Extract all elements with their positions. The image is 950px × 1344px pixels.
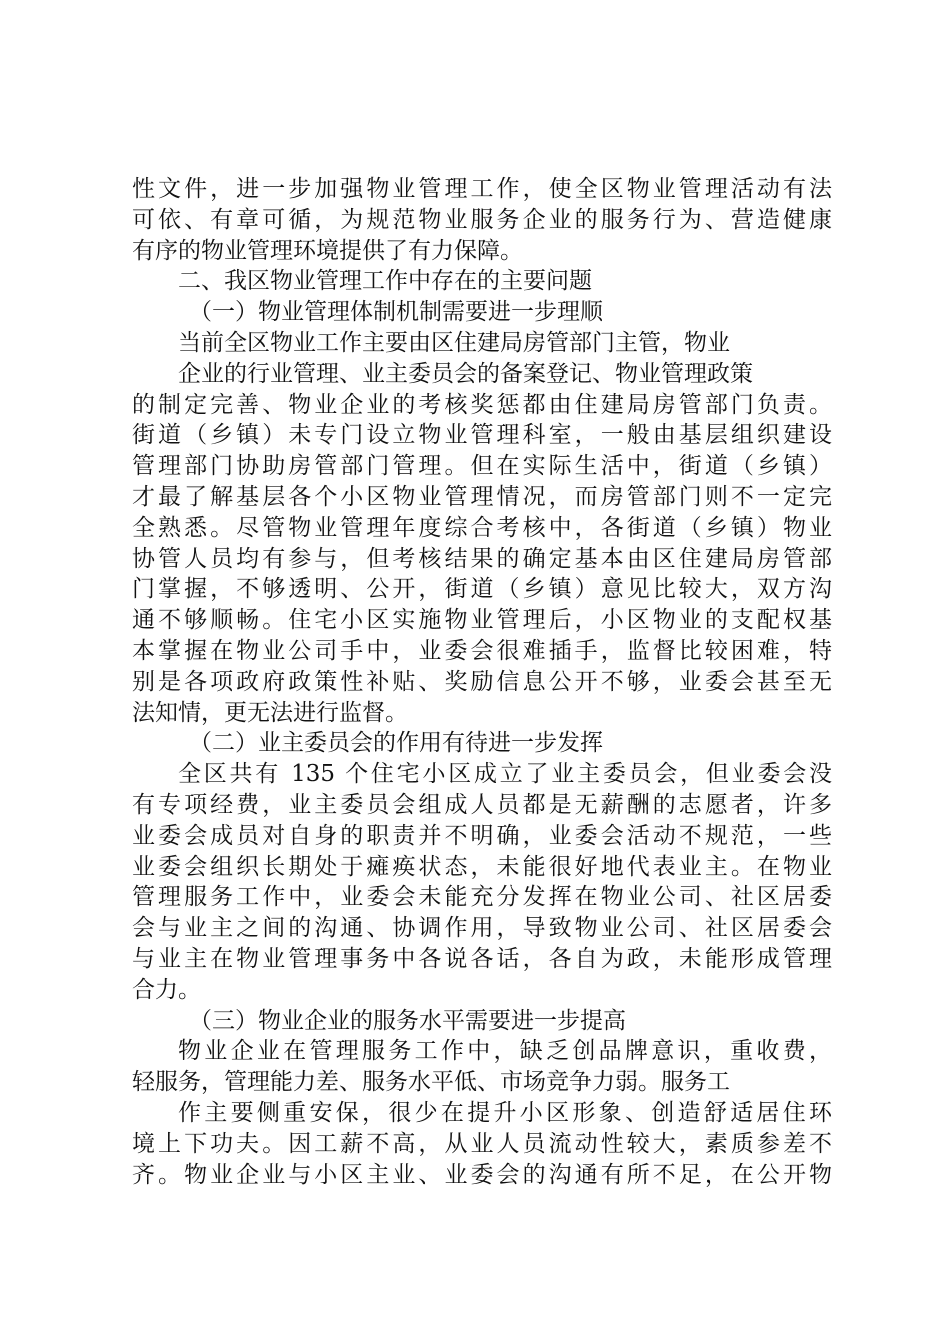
text-line: 当前全区物业工作主要由区住建局房管部门主管，物业 <box>178 329 730 356</box>
text-line: 有序的物业管理环境提供了有力保障。 <box>132 237 523 264</box>
text-line: 轻服务，管理能力差、服务水平低、市场竞争力弱。服务工 <box>132 1069 730 1096</box>
text-line: 管理部门协助房管部门管理。但在实际生活中，街道（乡镇） <box>132 453 832 480</box>
text-line: 业委会成员对自身的职责并不明确，业委会活动不规范，一些 <box>132 822 832 849</box>
text-line: 管理服务工作中，业委会未能充分发挥在物业公司、社区居委 <box>132 884 832 911</box>
document-body <box>132 174 832 1190</box>
text-line: 境上下功夫。因工薪不高，从业人员流动性较大，素质参差不 <box>132 1130 832 1157</box>
text-line: 业委会组织长期处于瘫痪状态，未能很好地代表业主。在物业 <box>132 853 832 880</box>
text-line: 法知情，更无法进行监督。 <box>132 699 408 726</box>
text-line: 别是各项政府政策性补贴、奖励信息公开不够，业委会甚至无 <box>132 668 832 695</box>
text-line: 的制定完善、物业企业的考核奖惩都由住建局房管部门负责。 <box>132 391 832 418</box>
text-line: 才最了解基层各个小区物业管理情况，而房管部门则不一定完 <box>132 483 832 510</box>
text-line: 街道（乡镇）未专门设立物业管理科室，一般由基层组织建设 <box>132 422 832 449</box>
text-line: 作主要侧重安保，很少在提升小区形象、创造舒适居住环 <box>178 1099 832 1126</box>
text-line: 企业的行业管理、业主委员会的备案登记、物业管理政策 <box>178 360 753 387</box>
text-line: 性文件，进一步加强物业管理工作，使全区物业管理活动有法 <box>132 176 832 202</box>
text-line: 全区共有 135 个住宅小区成立了业主委员会，但业委会没 <box>178 761 832 788</box>
text-line: 可依、有章可循，为规范物业服务企业的服务行为、营造健康 <box>132 206 832 233</box>
text-line: 会与业主之间的沟通、协调作用，导致物业公司、社区居委会 <box>132 915 832 942</box>
text-line: 与业主在物业管理事务中各说各话，各自为政，未能形成管理 <box>132 945 832 972</box>
subsection-heading: （一）物业管理体制机制需要进一步理顺 <box>189 299 603 326</box>
section-heading: 二、我区物业管理工作中存在的主要问题 <box>178 268 592 295</box>
text-line: 合力。 <box>132 976 201 1003</box>
text-line: 全熟悉。尽管物业管理年度综合考核中，各街道（乡镇）物业 <box>132 514 832 541</box>
text-line: 齐。物业企业与小区主业、业委会的沟通有所不足，在公开物 <box>132 1161 832 1188</box>
text-line: 通不够顺畅。住宅小区实施物业管理后，小区物业的支配权基 <box>132 607 832 634</box>
text-line: 物业企业在管理服务工作中，缺乏创品牌意识，重收费， <box>178 1038 832 1065</box>
subsection-heading: （三）物业企业的服务水平需要进一步提高 <box>189 1007 626 1034</box>
subsection-heading: （二）业主委员会的作用有待进一步发挥 <box>189 730 603 757</box>
text-line: 本掌握在物业公司手中，业委会很难插手，监督比较困难，特 <box>132 637 832 664</box>
text-line: 协管人员均有参与，但考核结果的确定基本由区住建局房管部 <box>132 545 832 572</box>
text-line: 有专项经费，业主委员会组成人员都是无薪酬的志愿者，许多 <box>132 791 832 818</box>
text-line: 门掌握，不够透明、公开，街道（乡镇）意见比较大，双方沟 <box>132 576 832 603</box>
